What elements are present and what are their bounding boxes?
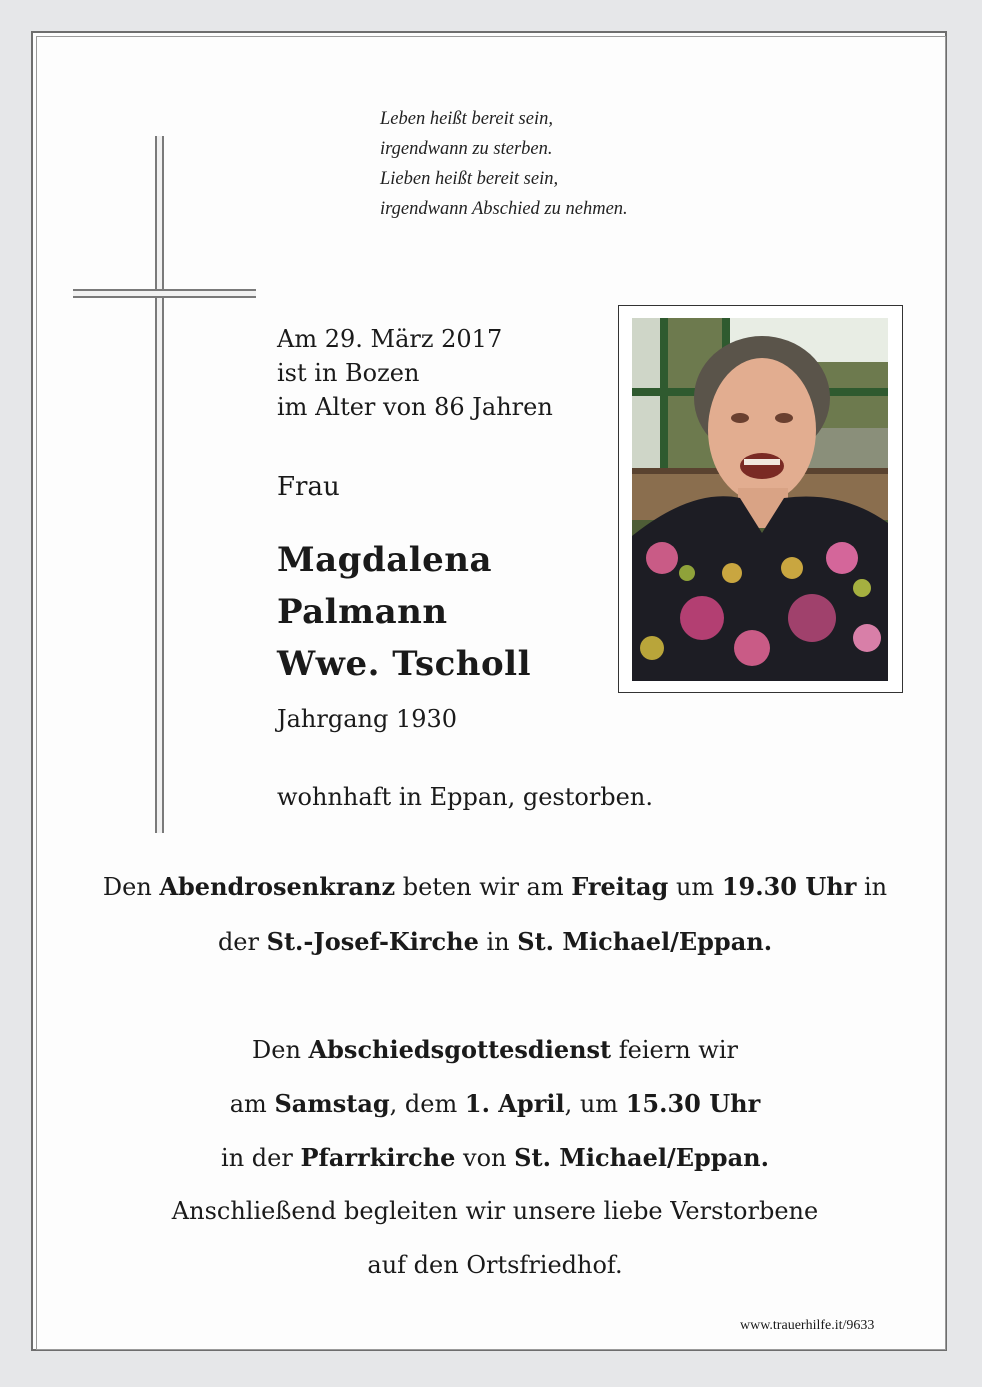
portrait-photo bbox=[632, 318, 888, 681]
service-line-4: Anschließend begleiten wir unsere liebe Verstorbene bbox=[171, 1197, 819, 1225]
deceased-name bbox=[277, 534, 531, 690]
rosary-town: St. Michael/Eppan. bbox=[517, 927, 773, 956]
service-church: Pfarrkirche bbox=[300, 1143, 456, 1172]
rosary-line-2: der St.-Josef-Kirche in St. Michael/Eppan. bbox=[217, 927, 773, 956]
cross-icon-bar bbox=[73, 289, 256, 298]
death-place: ist in Bozen bbox=[277, 359, 420, 387]
service-line-2: am Samstag, dem 1. April, um 15.30 Uhr bbox=[229, 1089, 761, 1118]
service-line-5: auf den Ortsfriedhof. bbox=[367, 1251, 623, 1279]
service-town: St. Michael/Eppan. bbox=[514, 1143, 769, 1172]
death-info bbox=[277, 322, 553, 424]
residence: wohnhaft in Eppan, gestorben. bbox=[277, 783, 653, 811]
service-line-1: Den Abschiedsgottesdienst feiern wir bbox=[252, 1035, 738, 1064]
birth-year: Jahrgang 1930 bbox=[277, 705, 458, 733]
death-age: im Alter von 86 Jahren bbox=[277, 393, 553, 421]
service-line-3: in der Pfarrkirche von St. Michael/Eppan. bbox=[221, 1143, 769, 1172]
quote bbox=[380, 104, 628, 224]
rosary-event: Abendrosenkranz bbox=[159, 872, 396, 901]
service-time: 15.30 Uhr bbox=[625, 1089, 761, 1118]
rosary-church: St.-Josef-Kirche bbox=[266, 927, 479, 956]
rosary-line-1: Den Abendrosenkranz beten wir am Freitag um 19.30 Uhr in bbox=[102, 872, 888, 901]
footer-url: www.trauerhilfe.it/9633 bbox=[740, 1318, 875, 1333]
salutation: Frau bbox=[277, 472, 340, 502]
service-date: 1. April bbox=[464, 1089, 565, 1118]
service-event: Abschiedsgottesdienst bbox=[308, 1035, 612, 1064]
quote-line: Leben heißt bereit sein, bbox=[380, 109, 553, 129]
widow-name: Wwe. Tscholl bbox=[277, 644, 532, 684]
quote-line: Lieben heißt bereit sein, bbox=[380, 169, 559, 189]
portrait-image bbox=[632, 318, 888, 681]
quote-line: irgendwann zu sterben. bbox=[380, 139, 553, 159]
first-name: Magdalena bbox=[277, 540, 493, 580]
rosary-time: 19.30 Uhr bbox=[721, 872, 857, 901]
service-day: Samstag bbox=[274, 1089, 390, 1118]
rosary-day: Freitag bbox=[571, 872, 669, 901]
cross-icon bbox=[155, 136, 164, 833]
last-name: Palmann bbox=[277, 592, 448, 632]
quote-line: irgendwann Abschied zu nehmen. bbox=[380, 199, 628, 219]
death-date: Am 29. März 2017 bbox=[277, 325, 503, 353]
